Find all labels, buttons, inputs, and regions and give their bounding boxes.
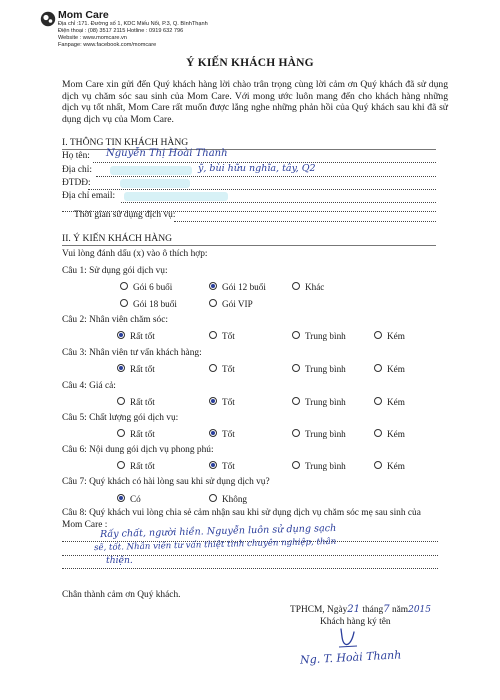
q6-very-good[interactable] xyxy=(117,461,155,471)
q6-good[interactable] xyxy=(209,461,235,471)
field-name-label: Họ tên: xyxy=(62,151,90,161)
radio-checked-icon[interactable] xyxy=(117,364,125,372)
field-email-label: Địa chỉ email: xyxy=(62,191,116,201)
service-time-line[interactable] xyxy=(174,221,436,222)
q2-poor[interactable] xyxy=(374,331,405,341)
instruction-text: Vui lòng đánh dấu (x) vào ô thích hợp: xyxy=(62,249,208,259)
radio-icon[interactable] xyxy=(292,397,300,405)
section-feedback-heading: II. Ý KIẾN KHÁCH HÀNG xyxy=(62,233,173,244)
mom-care-logo-icon xyxy=(40,11,56,27)
option-label: Trung bình xyxy=(305,461,346,471)
radio-icon[interactable] xyxy=(292,429,300,437)
q3-very-good[interactable] xyxy=(117,364,155,374)
date-day: 21 xyxy=(347,604,361,615)
radio-icon[interactable] xyxy=(120,282,128,290)
radio-icon[interactable] xyxy=(374,331,382,339)
radio-icon[interactable] xyxy=(374,397,382,405)
redaction-email xyxy=(124,192,228,201)
answer-text-3: thiện. xyxy=(106,555,133,566)
q1-option-12[interactable] xyxy=(209,282,266,292)
service-time-label: Thời gian sử dụng dịch vụ: xyxy=(74,210,176,220)
q7-no[interactable] xyxy=(209,494,247,504)
brand-name: Mom Care xyxy=(58,9,109,21)
radio-icon[interactable] xyxy=(374,461,382,469)
date-month-label: tháng xyxy=(362,605,384,615)
option-label: Kém xyxy=(387,429,405,439)
signature-name: Ng. T. Hoài Thanh xyxy=(299,648,402,667)
intro-paragraph: Mom Care xin gửi đến Quý khách hàng lời chào trân trọng cùng lời cảm ơn Quý khách đã sử dụng dịch vụ chăm sóc sau sinh của Mom Care. Với mong ước luôn mang đến cho khách hàng những dịch vụ tốt nhất, Mom Care rất muốn được lắng nghe những phản hồi của Quý khách sau khi đã sử dụng dịch vụ của Mom Care. xyxy=(62,79,448,125)
field-address-line[interactable] xyxy=(96,176,436,177)
field-phone-line[interactable] xyxy=(88,189,436,190)
option-label: Tốt xyxy=(222,429,235,439)
radio-checked-icon[interactable] xyxy=(117,494,125,502)
header-website: Website : www.momcare.vn xyxy=(58,35,127,41)
option-label: Rất tốt xyxy=(130,429,155,439)
q2-good[interactable] xyxy=(209,331,235,341)
radio-checked-icon[interactable] xyxy=(209,282,217,290)
radio-icon[interactable] xyxy=(374,364,382,372)
section-divider xyxy=(62,245,436,246)
signature-mark-icon xyxy=(336,626,360,650)
radio-icon[interactable] xyxy=(209,299,217,307)
option-label: Trung bình xyxy=(305,397,346,407)
answer-text-1: Rấy chất, người hiền. Nguyễn luôn sử dụng sạch xyxy=(99,522,337,541)
question-6: Câu 6: Nội dung gói dịch vụ phong phú: xyxy=(62,445,214,455)
radio-icon[interactable] xyxy=(120,299,128,307)
option-label: Kém xyxy=(387,364,405,374)
option-label: Tốt xyxy=(222,331,235,341)
sign-date xyxy=(290,604,431,615)
q3-poor[interactable] xyxy=(374,364,405,374)
header-address: Địa chỉ :171. Đường số 1, KDC Miếu Nổi, P.3, Q. BìnhThạnh xyxy=(58,21,208,27)
option-label: Tốt xyxy=(222,397,235,407)
radio-icon[interactable] xyxy=(117,397,125,405)
option-label: Trung bình xyxy=(305,429,346,439)
option-label: Rất tốt xyxy=(130,461,155,471)
radio-icon[interactable] xyxy=(209,494,217,502)
radio-checked-icon[interactable] xyxy=(209,429,217,437)
radio-icon[interactable] xyxy=(292,461,300,469)
q5-average[interactable] xyxy=(292,429,346,439)
field-phone-label: ĐTDĐ: xyxy=(62,178,91,188)
option-label: Gói 12 buổi xyxy=(222,282,266,292)
q4-poor[interactable] xyxy=(374,397,405,407)
question-4: Câu 4: Giá cả: xyxy=(62,381,116,391)
option-label: Không xyxy=(222,494,248,504)
date-year-label: năm xyxy=(391,605,409,615)
field-address-value: ỹ, bùi hữu nghĩa, tây, Q2 xyxy=(198,163,316,174)
date-month: 7 xyxy=(383,604,390,615)
header-phone: Điện thoại : (08) 3517 2115 Hotline : 0919 632 796 xyxy=(58,28,184,34)
option-label: Trung bình xyxy=(305,364,346,374)
date-prefix: TPHCM, Ngày xyxy=(290,605,348,615)
radio-checked-icon[interactable] xyxy=(209,397,217,405)
q6-poor[interactable] xyxy=(374,461,405,471)
q3-average[interactable] xyxy=(292,364,346,374)
option-label: Kém xyxy=(387,331,405,341)
option-label: Trung bình xyxy=(305,331,346,341)
question-1: Câu 1: Sử dụng gói dịch vụ: xyxy=(62,266,168,276)
radio-checked-icon[interactable] xyxy=(117,331,125,339)
sign-label: Khách hàng ký tên xyxy=(320,617,391,627)
radio-icon[interactable] xyxy=(292,364,300,372)
section-customer-info-heading: I. THÔNG TIN KHÁCH HÀNG xyxy=(62,137,189,148)
option-label: Rất tốt xyxy=(130,397,155,407)
answer-line-3 xyxy=(62,568,438,569)
option-label: Có xyxy=(130,494,141,504)
field-name-value: Nguyễn Thị Hoài Thanh xyxy=(106,148,228,159)
q4-good[interactable] xyxy=(209,397,235,407)
q1-option-18[interactable] xyxy=(120,299,177,309)
field-email-line[interactable] xyxy=(121,202,436,203)
q2-average[interactable] xyxy=(292,331,346,341)
q6-average[interactable] xyxy=(292,461,346,471)
radio-icon[interactable] xyxy=(117,461,125,469)
question-2: Câu 2: Nhân viên chăm sóc: xyxy=(62,315,168,325)
option-label: Kém xyxy=(387,397,405,407)
option-label: Tốt xyxy=(222,364,235,374)
q5-poor[interactable] xyxy=(374,429,405,439)
question-8: Câu 8: Quý khách vui lòng chia sẻ cảm nhận sau khi sử dụng dịch vụ chăm sóc mẹ sau sinh của Mom Care : xyxy=(62,508,421,530)
q1-option-6[interactable] xyxy=(120,282,172,292)
option-label: Rất tốt xyxy=(130,331,155,341)
q7-yes[interactable] xyxy=(117,494,141,504)
radio-icon[interactable] xyxy=(374,429,382,437)
q5-very-good[interactable] xyxy=(117,429,155,439)
radio-checked-icon[interactable] xyxy=(209,461,217,469)
option-label: Tốt xyxy=(222,461,235,471)
q1-option-vip[interactable] xyxy=(209,299,253,309)
q1-option-other[interactable] xyxy=(292,282,324,292)
closing-text: Chân thành cảm ơn Quý khách. xyxy=(62,590,181,600)
option-label: Kém xyxy=(387,461,405,471)
page-title: Ý KIẾN KHÁCH HÀNG xyxy=(186,57,314,69)
field-address-label: Địa chỉ: xyxy=(62,165,92,175)
option-label: Khác xyxy=(305,282,325,292)
answer-text-2: sẽ, tốt. Nhân viên tư vấn thiệt tình chuyên nghiệp, thân xyxy=(93,536,337,554)
question-7: Câu 7: Quý khách có hài lòng sau khi sử dụng dịch vụ? xyxy=(62,477,270,487)
header-fanpage: Fanpage: www.facebook.com/momcare xyxy=(58,42,157,48)
question-5: Câu 5: Chất lượng gói dịch vụ: xyxy=(62,413,179,423)
date-year: 2015 xyxy=(408,605,431,615)
option-label: Gói 6 buổi xyxy=(133,282,173,292)
q2-very-good[interactable] xyxy=(117,331,155,341)
q3-good[interactable] xyxy=(209,364,235,374)
redaction-phone xyxy=(120,179,190,188)
radio-icon[interactable] xyxy=(292,331,300,339)
radio-icon[interactable] xyxy=(209,364,217,372)
q4-average[interactable] xyxy=(292,397,346,407)
radio-icon[interactable] xyxy=(209,331,217,339)
question-3: Câu 3: Nhân viên tư vấn khách hàng: xyxy=(62,348,202,358)
option-label: Rất tốt xyxy=(130,364,155,374)
radio-icon[interactable] xyxy=(292,282,300,290)
q4-very-good[interactable] xyxy=(117,397,155,407)
redaction-address xyxy=(110,166,192,175)
option-label: Gói VIP xyxy=(222,299,253,309)
q5-good[interactable] xyxy=(209,429,235,439)
radio-icon[interactable] xyxy=(117,429,125,437)
option-label: Gói 18 buổi xyxy=(133,299,177,309)
